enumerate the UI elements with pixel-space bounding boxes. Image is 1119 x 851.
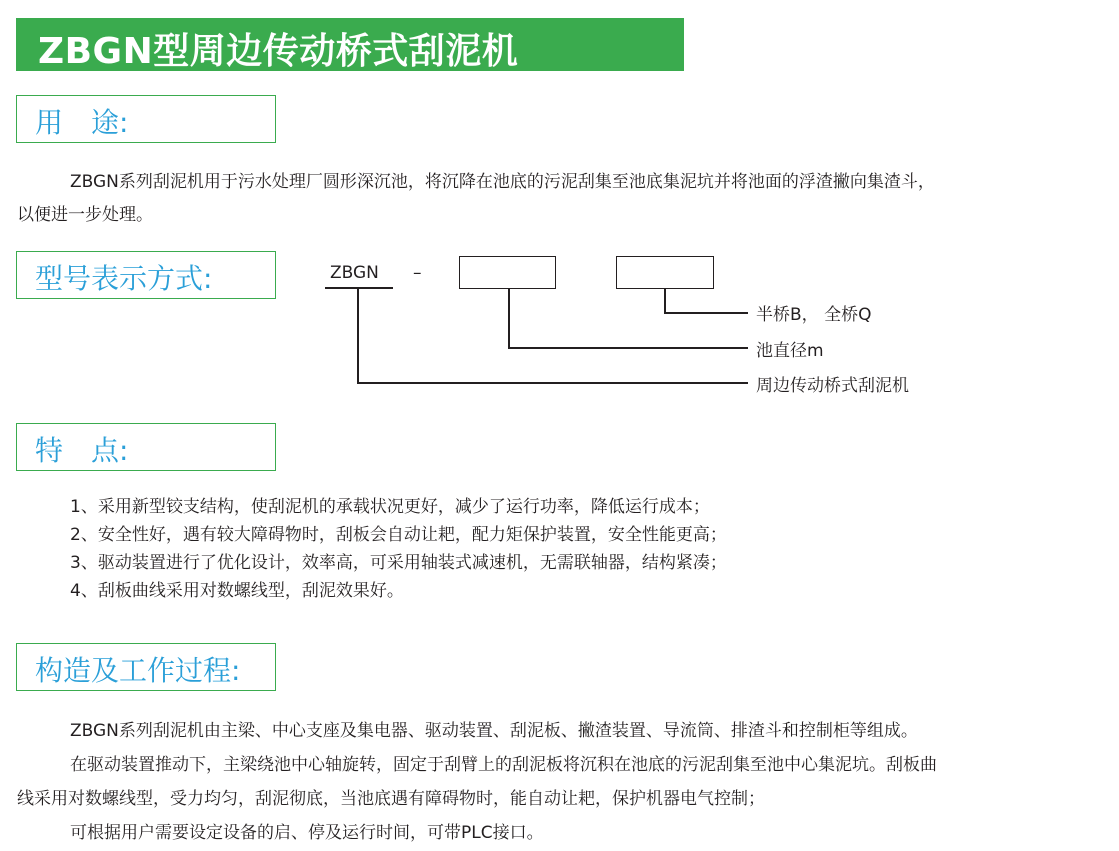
usage-line-2: 以便进一步处理。 xyxy=(17,205,153,225)
diameter-box xyxy=(459,256,556,289)
connector-diameter-horizontal xyxy=(508,347,748,349)
feature-item: 4、刮板曲线采用对数螺线型，刮泥效果好。 xyxy=(70,581,404,601)
feature-item: 3、驱动装置进行了优化设计，效率高，可采用轴装式减速机，无需联轴器，结构紧凑； xyxy=(70,553,727,573)
structure-line-4: 可根据用户需要设定设备的启、停及运行时间，可带PLC接口。 xyxy=(70,823,544,843)
model-dash: – xyxy=(413,263,422,283)
usage-line-1: ZBGN系列刮泥机用于污水处理厂圆形深沉池，将沉降在池底的污泥刮集至池底集泥坑并将池面的浮渣撇向集渣斗， xyxy=(70,172,935,192)
page-title: ZBGN型周边传动桥式刮泥机 xyxy=(38,31,519,72)
title-bar xyxy=(16,18,684,71)
bridge-type-box xyxy=(616,256,714,289)
label-diameter: 池直径m xyxy=(756,341,824,361)
connector-type-horizontal xyxy=(357,382,748,384)
usage-heading: 用 途: xyxy=(35,106,129,139)
label-bridge-type: 半桥B， 全桥Q xyxy=(756,305,872,325)
features-heading-box xyxy=(16,423,276,471)
connector-bridge-vertical xyxy=(664,289,666,313)
model-heading-box xyxy=(16,251,276,299)
feature-item: 2、安全性好，遇有较大障碍物时，刮板会自动让耙，配力矩保护装置，安全性能更高； xyxy=(70,525,727,545)
feature-item: 1、采用新型铰支结构，使刮泥机的承载状况更好，减少了运行功率，降低运行成本； xyxy=(70,497,710,517)
structure-heading: 构造及工作过程: xyxy=(35,654,241,687)
structure-heading-box xyxy=(16,643,276,691)
connector-bridge-horizontal xyxy=(664,312,748,314)
structure-line-3: 线采用对数螺线型，受力均匀，刮泥彻底，当池底遇有障碍物时，能自动让耙，保护机器电气控制； xyxy=(17,789,765,809)
connector-type-vertical xyxy=(357,288,359,383)
model-heading: 型号表示方式: xyxy=(35,262,213,295)
model-prefix: ZBGN xyxy=(330,263,379,283)
prefix-underline xyxy=(325,287,393,289)
usage-heading-box xyxy=(16,95,276,143)
structure-line-2: 在驱动装置推动下，主梁绕池中心轴旋转，固定于刮臂上的刮泥板将沉积在池底的污泥刮集至池中心集泥坑。刮板曲 xyxy=(70,755,937,775)
structure-line-1: ZBGN系列刮泥机由主梁、中心支座及集电器、驱动装置、刮泥板、撇渣装置、导流筒、排渣斗和控制柜等组成。 xyxy=(70,721,918,741)
connector-diameter-vertical xyxy=(508,289,510,348)
features-heading: 特 点: xyxy=(35,434,129,467)
label-machine-type: 周边传动桥式刮泥机 xyxy=(756,376,909,396)
